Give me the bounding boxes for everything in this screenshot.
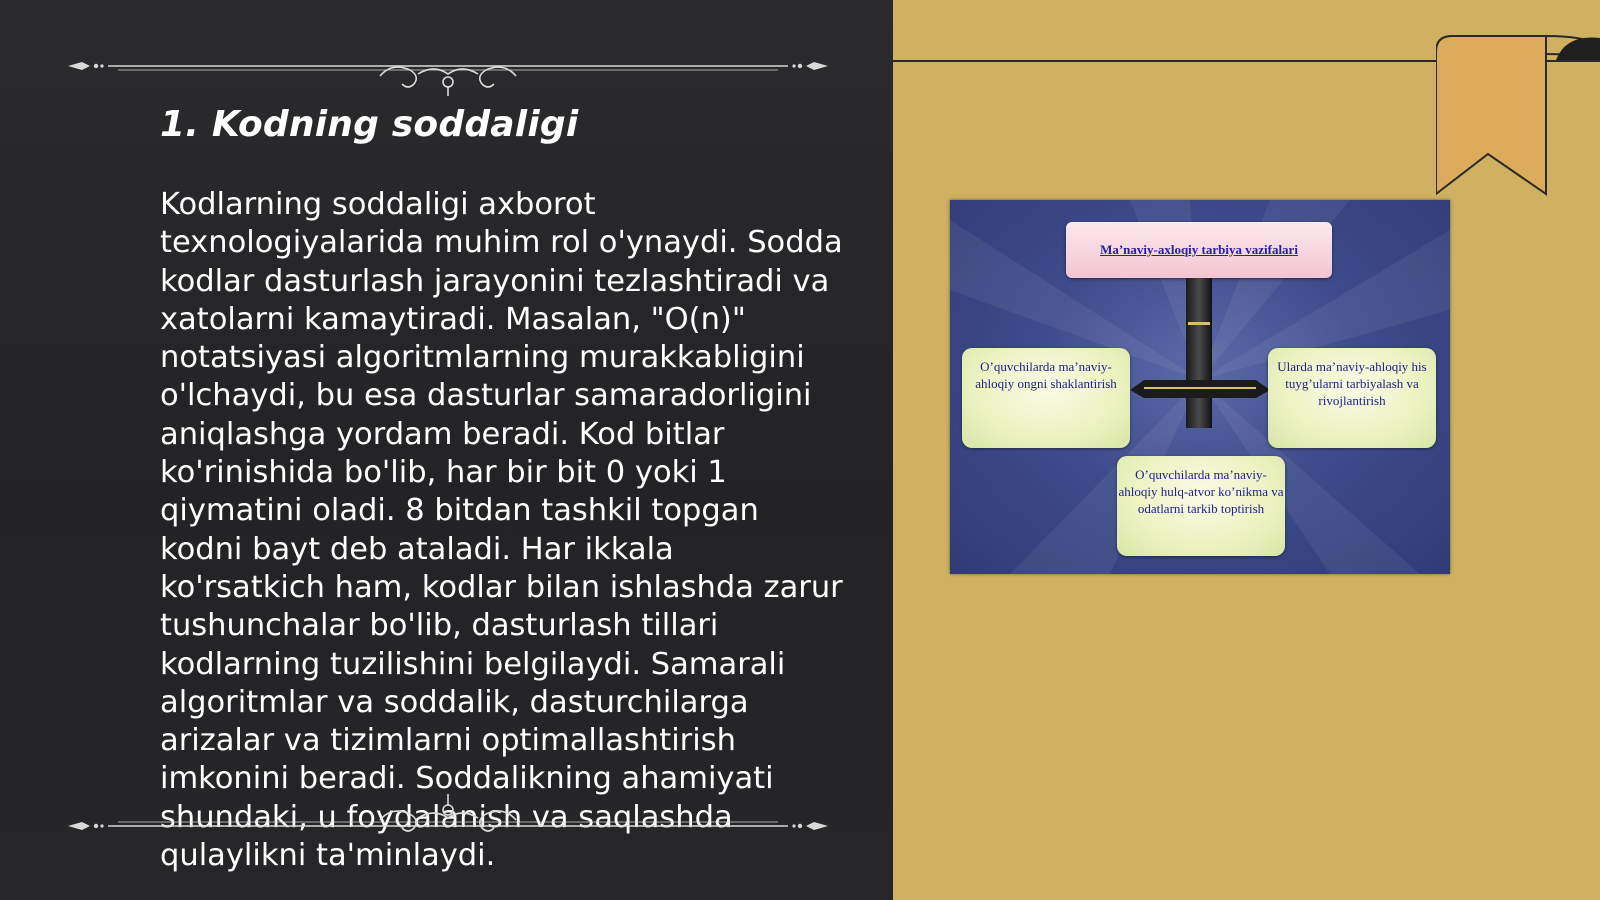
diagram-box-bottom: O’quvchilarda ma’naviy-ahloqiy hulq-atvor ko’nikma va odatlarni tarkib toptirish xyxy=(1117,456,1285,556)
diagram-title: Ma’naviy-axloqiy tarbiya vazifalari xyxy=(1100,242,1298,257)
slide-title: 1. Kodning soddaligi xyxy=(160,104,579,145)
diagram-box-left: O’quvchilarda ma’naviy-ahloqiy ongni shaklantirish xyxy=(962,348,1130,448)
diagram-box-right: Ularda ma’naviy-ahloqiy his tuyg’ularni tarbiyalash va rivojlantirish xyxy=(1268,348,1436,448)
slide-body-text: Kodlarning soddaligi axborot texnologiyalarida muhim rol o'ynaydi. Sodda kodlar dasturlash jarayonini tezlashtiradi va xatolarni kamaytiradi. Masalan, "O(n)" notatsiyasi algoritmlarning murakkabligini o'lchaydi, bu esa dasturlar samaradorligini aniqlashga yordam beradi. Kod bitlar ko'rinishida bo'lib, har bir bit 0 yoki 1 qiymatini oladi. 8 bitdan tashkil topgan kodni bayt deb ataladi. Har ikkala ko'rsatkich ham, kodlar bilan ishlashda zarur tushunchalar bo'lib, dasturlash tillari kodlarning tuzilishini belgilaydi. Samarali algoritmlar va soddalik, dasturchilarga arizalar va tizimlarni optimallashtirish imkonini beradi. Soddalikning ahamiyati shundaki, u foydalanish va saqlashda qulaylikni ta'minlaydi. xyxy=(160,187,843,874)
ornament-divider-bottom xyxy=(68,790,828,840)
bookmark-ribbon-icon xyxy=(1436,34,1600,200)
diagram-connector-cross xyxy=(1130,278,1270,428)
diagram-title-box xyxy=(1066,222,1332,278)
ornament-divider-top xyxy=(68,46,828,96)
diagram-image xyxy=(950,200,1450,574)
